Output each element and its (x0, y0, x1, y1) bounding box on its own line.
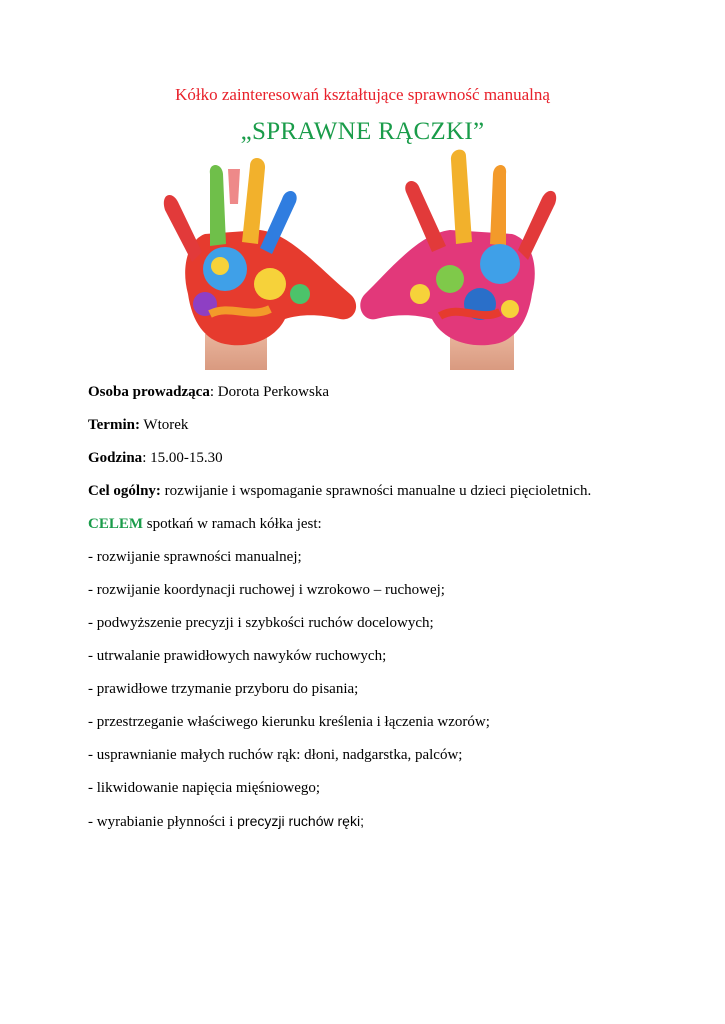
leader-line (88, 382, 668, 415)
list-item: - podwyższenie precyzji i szybkości ruchów docelowych; (88, 615, 434, 631)
aims-lead-line (88, 514, 668, 547)
right-hand (360, 150, 556, 370)
hour-line (88, 448, 668, 481)
leader-label: Osoba prowadząca (88, 384, 210, 400)
painted-hands-image (150, 144, 570, 370)
aims-lead-word: CELEM (88, 516, 144, 532)
document-subtitle: Kółko zainteresowań kształtujące sprawność manualną (175, 85, 550, 104)
document-title: „SPRAWNE RĄCZKI” (240, 118, 485, 145)
aims-lead-rest: spotkań w ramach kółka jest: (143, 516, 322, 532)
goal-line (88, 481, 668, 514)
document-body (88, 382, 668, 844)
list-item: - prawidłowe trzymanie przyboru do pisania; (88, 681, 359, 697)
list-item: - usprawnianie małych ruchów rąk: dłoni, nadgarstka, palców; (88, 747, 463, 763)
list-item-last (88, 811, 668, 844)
term-line (88, 415, 668, 448)
hour-value: : 15.00-15.30 (142, 450, 223, 466)
left-hand (164, 158, 356, 370)
list-item: - rozwijanie koordynacji ruchowej i wzrokowo – ruchowej; (88, 582, 445, 598)
term-value: Wtorek (139, 417, 189, 433)
list-item: - utrwalanie prawidłowych nawyków ruchowych; (88, 648, 387, 664)
term-label: Termin: (88, 417, 140, 433)
last-item-part-b: precyzji ruchów ręki; (237, 813, 364, 829)
goal-label: Cel ogólny: (88, 483, 161, 499)
hour-label: Godzina (88, 450, 143, 466)
list-item: - likwidowanie napięcia mięśniowego; (88, 780, 321, 796)
goal-value: rozwijanie i wspomaganie sprawności manualne u dzieci pięcioletnich. (160, 483, 592, 499)
list-item: - rozwijanie sprawności manualnej; (88, 549, 302, 565)
list-item: - przestrzeganie właściwego kierunku kreślenia i łączenia wzorów; (88, 714, 490, 730)
last-item-part-a: - wyrabianie płynności i (88, 814, 238, 830)
leader-value: : Dorota Perkowska (209, 384, 329, 400)
